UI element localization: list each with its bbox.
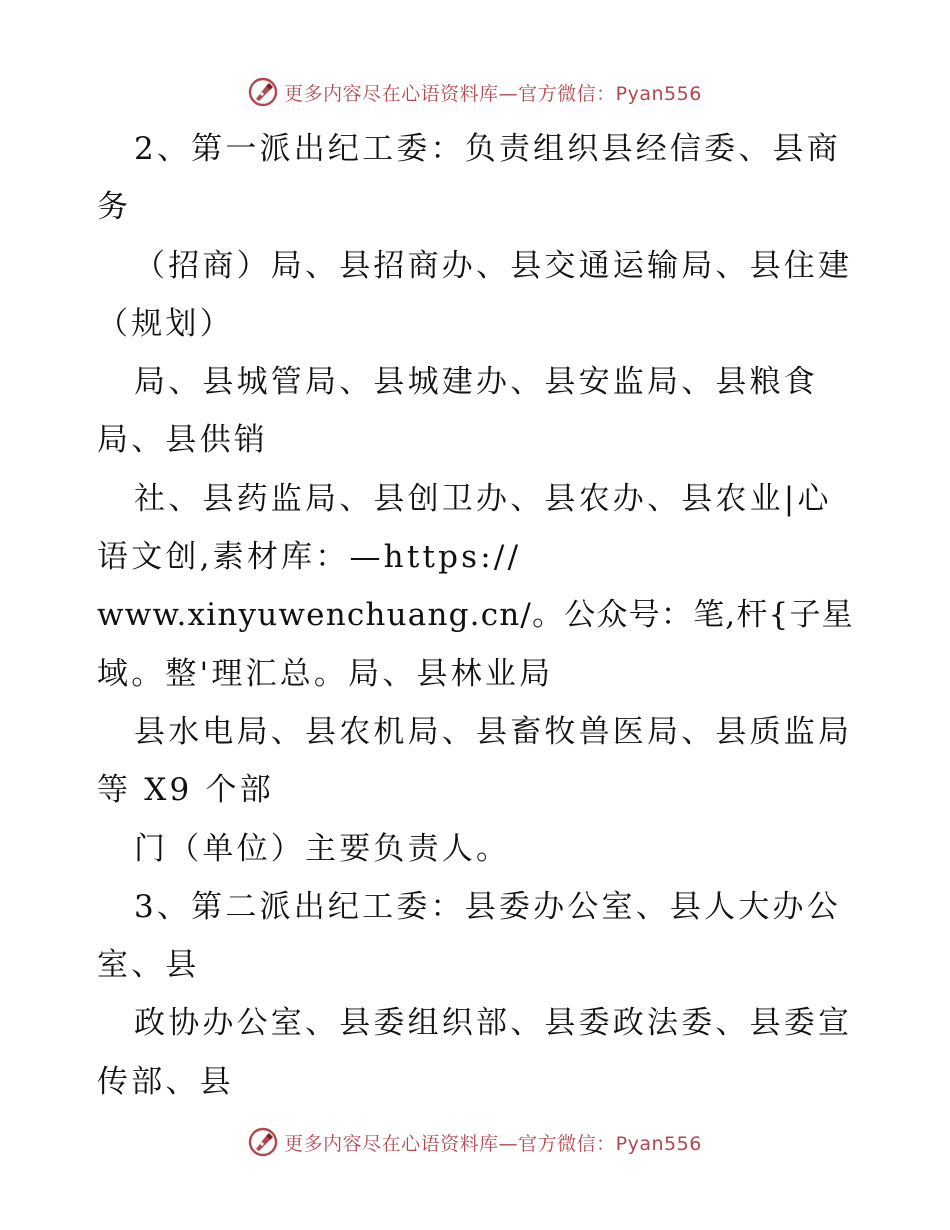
doc-line: 2、第一派出纪工委：负责组织县经信委、县商 [134, 131, 841, 167]
doc-line: 局、县供销 [97, 422, 268, 459]
doc-line: 3、第二派出纪工委：县委办公室、县人大办公 [134, 888, 841, 925]
doc-line: 局、县城管局、县城建办、县安监局、县粮食 [134, 364, 818, 401]
document-body [97, 120, 857, 1111]
doc-line: （规划） [97, 305, 234, 342]
header-banner-text: 更多内容尽在心语资料库—官方微信：Pyan556 [284, 82, 702, 105]
doc-line: 语文创,素材库：—https:// [97, 539, 522, 576]
doc-line: 域。整'理汇总。局、县林业局 [97, 655, 554, 692]
doc-line: 门（单位）主要负责人。 [134, 830, 511, 867]
footer-watermark-banner [0, 1122, 950, 1162]
header-watermark-banner [0, 72, 950, 112]
doc-line: 县水电局、县农机局、县畜牧兽医局、县质监局 [134, 713, 853, 750]
doc-line: www.xinyuwenchuang.cn/。公众号：笔,杆{子星 [97, 597, 854, 634]
doc-line: 传部、县 [97, 1063, 234, 1100]
pen-nib-logo-icon [248, 77, 278, 107]
doc-line: 等 X9 个部 [97, 772, 274, 809]
pen-nib-logo-icon [248, 1127, 278, 1157]
footer-banner-text: 更多内容尽在心语资料库—官方微信：Pyan556 [284, 1132, 702, 1155]
doc-line: 务 [97, 189, 132, 226]
doc-line: 室、县 [97, 947, 200, 984]
doc-line: 政协办公室、县委组织部、县委政法委、县委宣 [134, 1005, 853, 1042]
doc-line: 社、县药监局、县创卫办、县农办、县农业|心 [134, 480, 832, 517]
doc-line: （招商）局、县招商办、县交通运输局、县住建 [134, 247, 853, 284]
